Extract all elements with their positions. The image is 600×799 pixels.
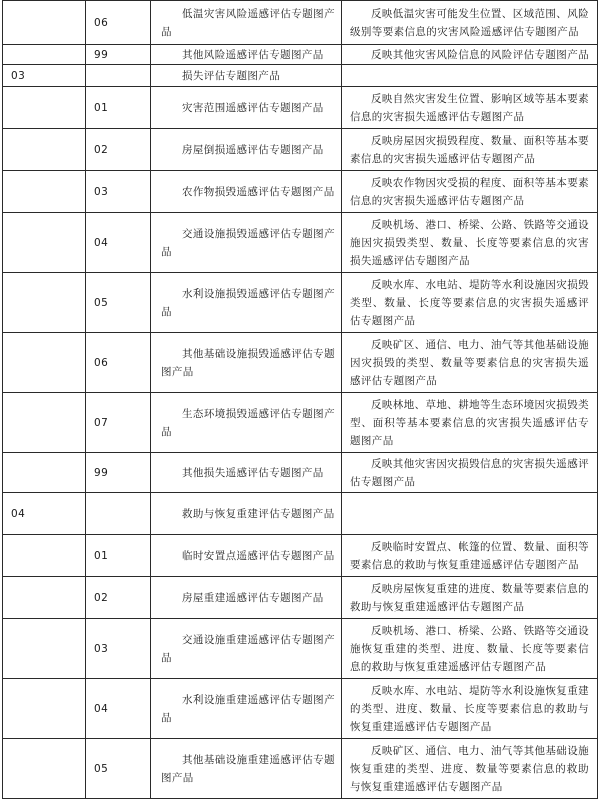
product-name: 房屋重建遥感评估专题图产品 bbox=[151, 577, 342, 619]
product-name: 其他基础设施重建遥感评估专题图产品 bbox=[151, 739, 342, 799]
minor-code bbox=[86, 65, 151, 87]
product-name: 救助与恢复重建评估专题图产品 bbox=[151, 493, 342, 535]
major-code bbox=[3, 679, 86, 739]
table-row bbox=[3, 273, 598, 333]
product-name: 其他基础设施损毁遥感评估专题图产品 bbox=[151, 333, 342, 393]
major-code bbox=[3, 453, 86, 493]
product-name: 房屋倒损遥感评估专题图产品 bbox=[151, 129, 342, 171]
product-description: 反映临时安置点、帐篷的位置、数量、面积等要素信息的救助与恢复重建遥感评估专题图产品 bbox=[342, 535, 598, 577]
major-code bbox=[3, 213, 86, 273]
minor-code: 06 bbox=[86, 1, 151, 45]
product-name: 农作物损毁遥感评估专题图产品 bbox=[151, 171, 342, 213]
table-row bbox=[3, 1, 598, 45]
table-row bbox=[3, 393, 598, 453]
table-row bbox=[3, 213, 598, 273]
product-name: 生态环境损毁遥感评估专题图产品 bbox=[151, 393, 342, 453]
product-description bbox=[342, 65, 598, 87]
minor-code: 02 bbox=[86, 577, 151, 619]
product-description: 反映水库、水电站、堤防等水利设施恢复重建的类型、进度、数量、长度等要素信息的救助与恢复重建遥感评估专题图产品 bbox=[342, 679, 598, 739]
product-name: 交通设施损毁遥感评估专题图产品 bbox=[151, 213, 342, 273]
table-row bbox=[3, 577, 598, 619]
major-code bbox=[3, 1, 86, 45]
table-row bbox=[3, 333, 598, 393]
major-code: 03 bbox=[3, 65, 86, 87]
product-description: 反映其他灾害因灾损毁信息的灾害损失遥感评估专题图产品 bbox=[342, 453, 598, 493]
major-code bbox=[3, 129, 86, 171]
major-code bbox=[3, 333, 86, 393]
table-row bbox=[3, 453, 598, 493]
product-description: 反映其他灾害风险信息的风险评估专题图产品 bbox=[342, 45, 598, 65]
product-name: 临时安置点遥感评估专题图产品 bbox=[151, 535, 342, 577]
table-row bbox=[3, 619, 598, 679]
major-code bbox=[3, 619, 86, 679]
table-row bbox=[3, 535, 598, 577]
product-description bbox=[342, 493, 598, 535]
product-name: 其他损失遥感评估专题图产品 bbox=[151, 453, 342, 493]
minor-code: 03 bbox=[86, 619, 151, 679]
table-row bbox=[3, 739, 598, 799]
major-code bbox=[3, 535, 86, 577]
minor-code: 01 bbox=[86, 535, 151, 577]
product-description: 反映机场、港口、桥梁、公路、铁路等交通设施因灾损毁类型、数量、长度等要素信息的灾害损失遥感评估专题图产品 bbox=[342, 213, 598, 273]
major-code bbox=[3, 739, 86, 799]
product-description: 反映房屋因灾损毁程度、数量、面积等基本要素信息的灾害损失遥感评估专题图产品 bbox=[342, 129, 598, 171]
minor-code: 07 bbox=[86, 393, 151, 453]
product-code-table bbox=[2, 0, 598, 799]
minor-code: 06 bbox=[86, 333, 151, 393]
table-row bbox=[3, 129, 598, 171]
major-code bbox=[3, 577, 86, 619]
product-name: 灾害范围遥感评估专题图产品 bbox=[151, 87, 342, 129]
product-description: 反映矿区、通信、电力、油气等其他基础设施因灾损毁的类型、数量等要素信息的灾害损失遥感评估专题图产品 bbox=[342, 333, 598, 393]
table-row bbox=[3, 171, 598, 213]
major-code bbox=[3, 45, 86, 65]
product-description: 反映矿区、通信、电力、油气等其他基础设施恢复重建的类型、进度、数量等要素信息的救助与恢复重建遥感评估专题图产品 bbox=[342, 739, 598, 799]
table-row bbox=[3, 65, 598, 87]
minor-code: 03 bbox=[86, 171, 151, 213]
product-name: 水利设施损毁遥感评估专题图产品 bbox=[151, 273, 342, 333]
table-row bbox=[3, 87, 598, 129]
major-code bbox=[3, 87, 86, 129]
minor-code: 02 bbox=[86, 129, 151, 171]
table-row bbox=[3, 679, 598, 739]
table-row bbox=[3, 45, 598, 65]
table-row bbox=[3, 493, 598, 535]
product-name: 低温灾害风险遥感评估专题图产品 bbox=[151, 1, 342, 45]
major-code bbox=[3, 393, 86, 453]
minor-code: 99 bbox=[86, 45, 151, 65]
product-description: 反映农作物因灾受损的程度、面积等基本要素信息的灾害损失遥感评估专题图产品 bbox=[342, 171, 598, 213]
minor-code: 04 bbox=[86, 679, 151, 739]
product-description: 反映机场、港口、桥梁、公路、铁路等交通设施恢复重建的类型、进度、数量、长度等要素信息的救助与恢复重建遥感评估专题图产品 bbox=[342, 619, 598, 679]
product-description: 反映林地、草地、耕地等生态环境因灾损毁类型、面积等基本要素信息的灾害损失遥感评估专题图产品 bbox=[342, 393, 598, 453]
minor-code: 05 bbox=[86, 739, 151, 799]
product-name: 其他风险遥感评估专题图产品 bbox=[151, 45, 342, 65]
product-description: 反映低温灾害可能发生位置、区域范围、风险级别等要素信息的灾害风险遥感评估专题图产品 bbox=[342, 1, 598, 45]
minor-code: 01 bbox=[86, 87, 151, 129]
product-description: 反映自然灾害发生位置、影响区域等基本要素信息的灾害损失遥感评估专题图产品 bbox=[342, 87, 598, 129]
product-name: 水利设施重建遥感评估专题图产品 bbox=[151, 679, 342, 739]
product-name: 损失评估专题图产品 bbox=[151, 65, 342, 87]
minor-code: 04 bbox=[86, 213, 151, 273]
product-name: 交通设施重建遥感评估专题图产品 bbox=[151, 619, 342, 679]
major-code bbox=[3, 273, 86, 333]
minor-code bbox=[86, 493, 151, 535]
minor-code: 99 bbox=[86, 453, 151, 493]
product-description: 反映房屋恢复重建的进度、数量等要素信息的救助与恢复重建遥感评估专题图产品 bbox=[342, 577, 598, 619]
product-description: 反映水库、水电站、堤防等水利设施因灾损毁类型、数量、长度等要素信息的灾害损失遥感评估专题图产品 bbox=[342, 273, 598, 333]
minor-code: 05 bbox=[86, 273, 151, 333]
major-code: 04 bbox=[3, 493, 86, 535]
major-code bbox=[3, 171, 86, 213]
